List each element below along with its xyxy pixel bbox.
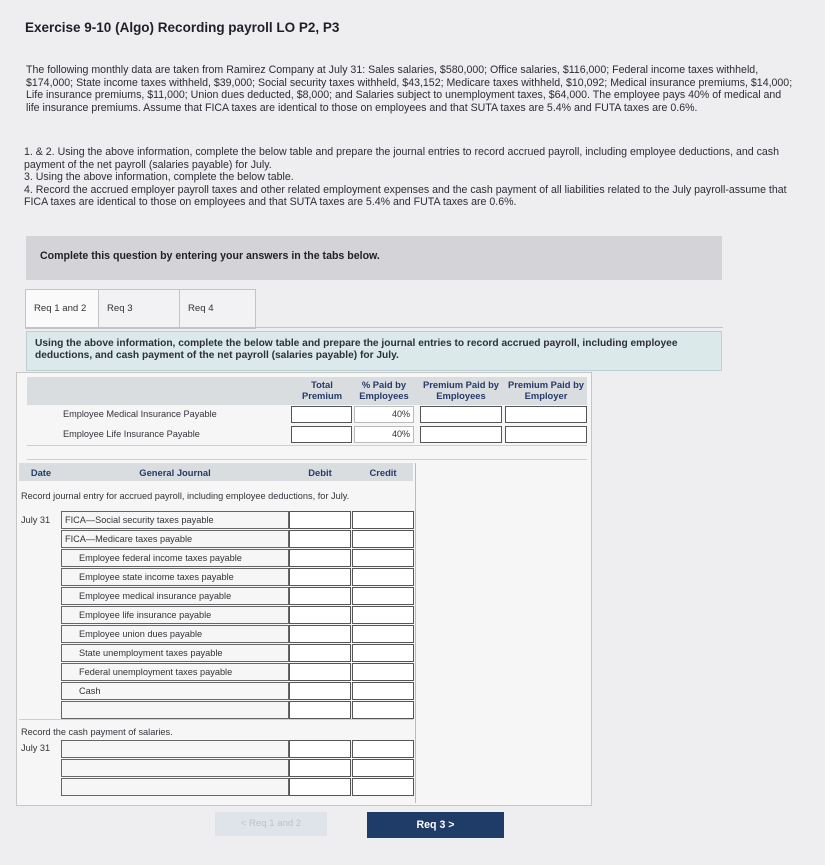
tab-req-3[interactable] <box>98 289 180 329</box>
journal-account[interactable]: Employee federal income taxes payable <box>79 553 242 563</box>
journal-account[interactable]: FICA—Social security taxes payable <box>65 515 214 525</box>
credit-input[interactable] <box>352 778 414 796</box>
account-select[interactable] <box>61 663 289 681</box>
tab-label: Req 3 <box>107 303 133 314</box>
header-premium-paid-by-employees: Premium Paid by Employees <box>422 379 500 401</box>
medical-insurance-label: Employee Medical Insurance Payable <box>63 409 217 419</box>
entry1-description: Record journal entry for accrued payroll, including employee deductions, for July. <box>21 491 350 501</box>
journal-account[interactable]: Federal unemployment taxes payable <box>79 667 233 677</box>
debit-input[interactable] <box>289 682 351 700</box>
instruction-4: 4. Record the accrued employer payroll taxes and other related employment expenses and the cash payment of all liabilities related to the July payroll-assume that FICA taxes are identical to those on employees and that SUTA taxes are 5.4% and FUTA taxes are 0.6%. <box>24 183 787 209</box>
instructions <box>24 146 799 209</box>
account-select[interactable] <box>61 644 289 662</box>
credit-input[interactable] <box>352 606 414 624</box>
account-select[interactable] <box>61 549 289 567</box>
header-debit: Debit <box>308 467 332 478</box>
credit-input[interactable] <box>352 568 414 586</box>
tab-req-1-and-2[interactable] <box>25 289 99 329</box>
credit-input[interactable] <box>352 625 414 643</box>
account-select[interactable] <box>61 701 289 719</box>
instruction-1: 1. & 2. Using the above information, complete the below table and prepare the journal entries to record accrued payroll, including employee deductions, and cash payment of the net payroll (salaries payable) for July. <box>24 146 779 171</box>
divider <box>27 445 587 446</box>
worksheet <box>16 372 592 806</box>
credit-input[interactable] <box>352 644 414 662</box>
divider <box>27 459 587 460</box>
entry2-description: Record the cash payment of salaries. <box>21 727 173 737</box>
requirement-instruction: Using the above information, complete the below table and prepare the journal entries to record accrued payroll, including employee deductions, and cash payment of the net payroll (salaries payable) for July. <box>35 338 678 361</box>
account-select[interactable] <box>61 625 289 643</box>
debit-input[interactable] <box>289 587 351 605</box>
credit-input[interactable] <box>352 587 414 605</box>
debit-input[interactable] <box>289 778 351 796</box>
life-paid-by-employer-input[interactable] <box>505 426 587 443</box>
prev-req-button[interactable]: < Req 1 and 2 <box>215 812 327 836</box>
credit-input[interactable] <box>352 549 414 567</box>
journal-account[interactable]: State unemployment taxes payable <box>79 648 223 658</box>
credit-input[interactable] <box>352 682 414 700</box>
credit-input[interactable] <box>352 530 414 548</box>
requirement-instruction-box <box>26 331 722 371</box>
header-credit: Credit <box>369 467 397 478</box>
account-select[interactable] <box>61 511 289 529</box>
debit-input[interactable] <box>289 701 351 719</box>
debit-input[interactable] <box>289 530 351 548</box>
tab-divider <box>25 327 723 328</box>
journal-account[interactable]: Employee union dues payable <box>79 629 203 639</box>
exercise-title: Exercise 9-10 (Algo) Recording payroll LO P2, P3 <box>25 20 340 35</box>
account-select[interactable] <box>61 606 289 624</box>
banner-text: Complete this question by entering your answers in the tabs below. <box>40 250 380 262</box>
header-general-journal: General Journal <box>139 467 211 478</box>
credit-input[interactable] <box>352 511 414 529</box>
debit-input[interactable] <box>289 568 351 586</box>
medical-pct-value: 40% <box>354 406 414 423</box>
journal-account[interactable]: Employee medical insurance payable <box>79 591 232 601</box>
debit-input[interactable] <box>289 740 351 758</box>
life-insurance-label: Employee Life Insurance Payable <box>63 429 200 439</box>
account-select[interactable] <box>61 759 289 777</box>
life-total-premium-input[interactable] <box>291 426 352 443</box>
account-select[interactable] <box>61 682 289 700</box>
tab-label: Req 1 and 2 <box>34 303 87 314</box>
credit-input[interactable] <box>352 701 414 719</box>
divider <box>415 463 416 803</box>
medical-paid-by-employees-input[interactable] <box>420 406 502 423</box>
debit-input[interactable] <box>289 511 351 529</box>
entry1-date: July 31 <box>21 515 51 525</box>
life-pct-value: 40% <box>354 426 414 443</box>
header-total-premium: Total Premium <box>301 379 343 401</box>
account-select[interactable] <box>61 740 289 758</box>
debit-input[interactable] <box>289 759 351 777</box>
debit-input[interactable] <box>289 663 351 681</box>
debit-input[interactable] <box>289 606 351 624</box>
header-date: Date <box>30 467 52 478</box>
debit-input[interactable] <box>289 644 351 662</box>
medical-paid-by-employer-input[interactable] <box>505 406 587 423</box>
divider <box>19 719 413 720</box>
life-paid-by-employees-input[interactable] <box>420 426 502 443</box>
credit-input[interactable] <box>352 740 414 758</box>
credit-input[interactable] <box>352 759 414 777</box>
journal-account[interactable]: FICA—Medicare taxes payable <box>65 534 193 544</box>
medical-total-premium-input[interactable] <box>291 406 352 423</box>
debit-input[interactable] <box>289 549 351 567</box>
tab-req-4[interactable] <box>179 289 256 329</box>
account-select[interactable] <box>61 530 289 548</box>
header-premium-paid-by-employer: Premium Paid by Employer <box>507 379 585 401</box>
header-pct-paid-by-employees: % Paid by Employees <box>359 379 409 401</box>
debit-input[interactable] <box>289 625 351 643</box>
account-select[interactable] <box>61 778 289 796</box>
entry2-date: July 31 <box>21 743 51 753</box>
next-req-button[interactable]: Req 3 > <box>367 812 504 838</box>
tabs-banner <box>26 236 722 280</box>
account-select[interactable] <box>61 568 289 586</box>
journal-account[interactable]: Employee state income taxes payable <box>79 572 234 582</box>
problem-intro: The following monthly data are taken from Ramirez Company at July 31: Sales salaries, $580,000; Office salaries, $116,000; Federal income taxes withheld, $174,000; State income taxes withheld, $39,000; Social security taxes withheld, $43,152; Medicare taxes withheld, $10,092; Medical insurance premiums, $14,000; Life insurance premiums, $11,000; Union dues deducted, $8,000; and Salaries subject to unemployment taxes, $64,000. The employee pays 40% of medical and life insurance premiums. Assume that FICA taxes are identical to those on employees and that SUTA taxes are 5.4% and FUTA taxes are 0.6%. <box>26 64 793 114</box>
instruction-3: 3. Using the above information, complete the below table. <box>24 171 294 184</box>
journal-account[interactable]: Employee life insurance payable <box>79 610 212 620</box>
journal-account[interactable]: Cash <box>79 686 101 696</box>
tab-label: Req 4 <box>188 303 214 314</box>
credit-input[interactable] <box>352 663 414 681</box>
account-select[interactable] <box>61 587 289 605</box>
